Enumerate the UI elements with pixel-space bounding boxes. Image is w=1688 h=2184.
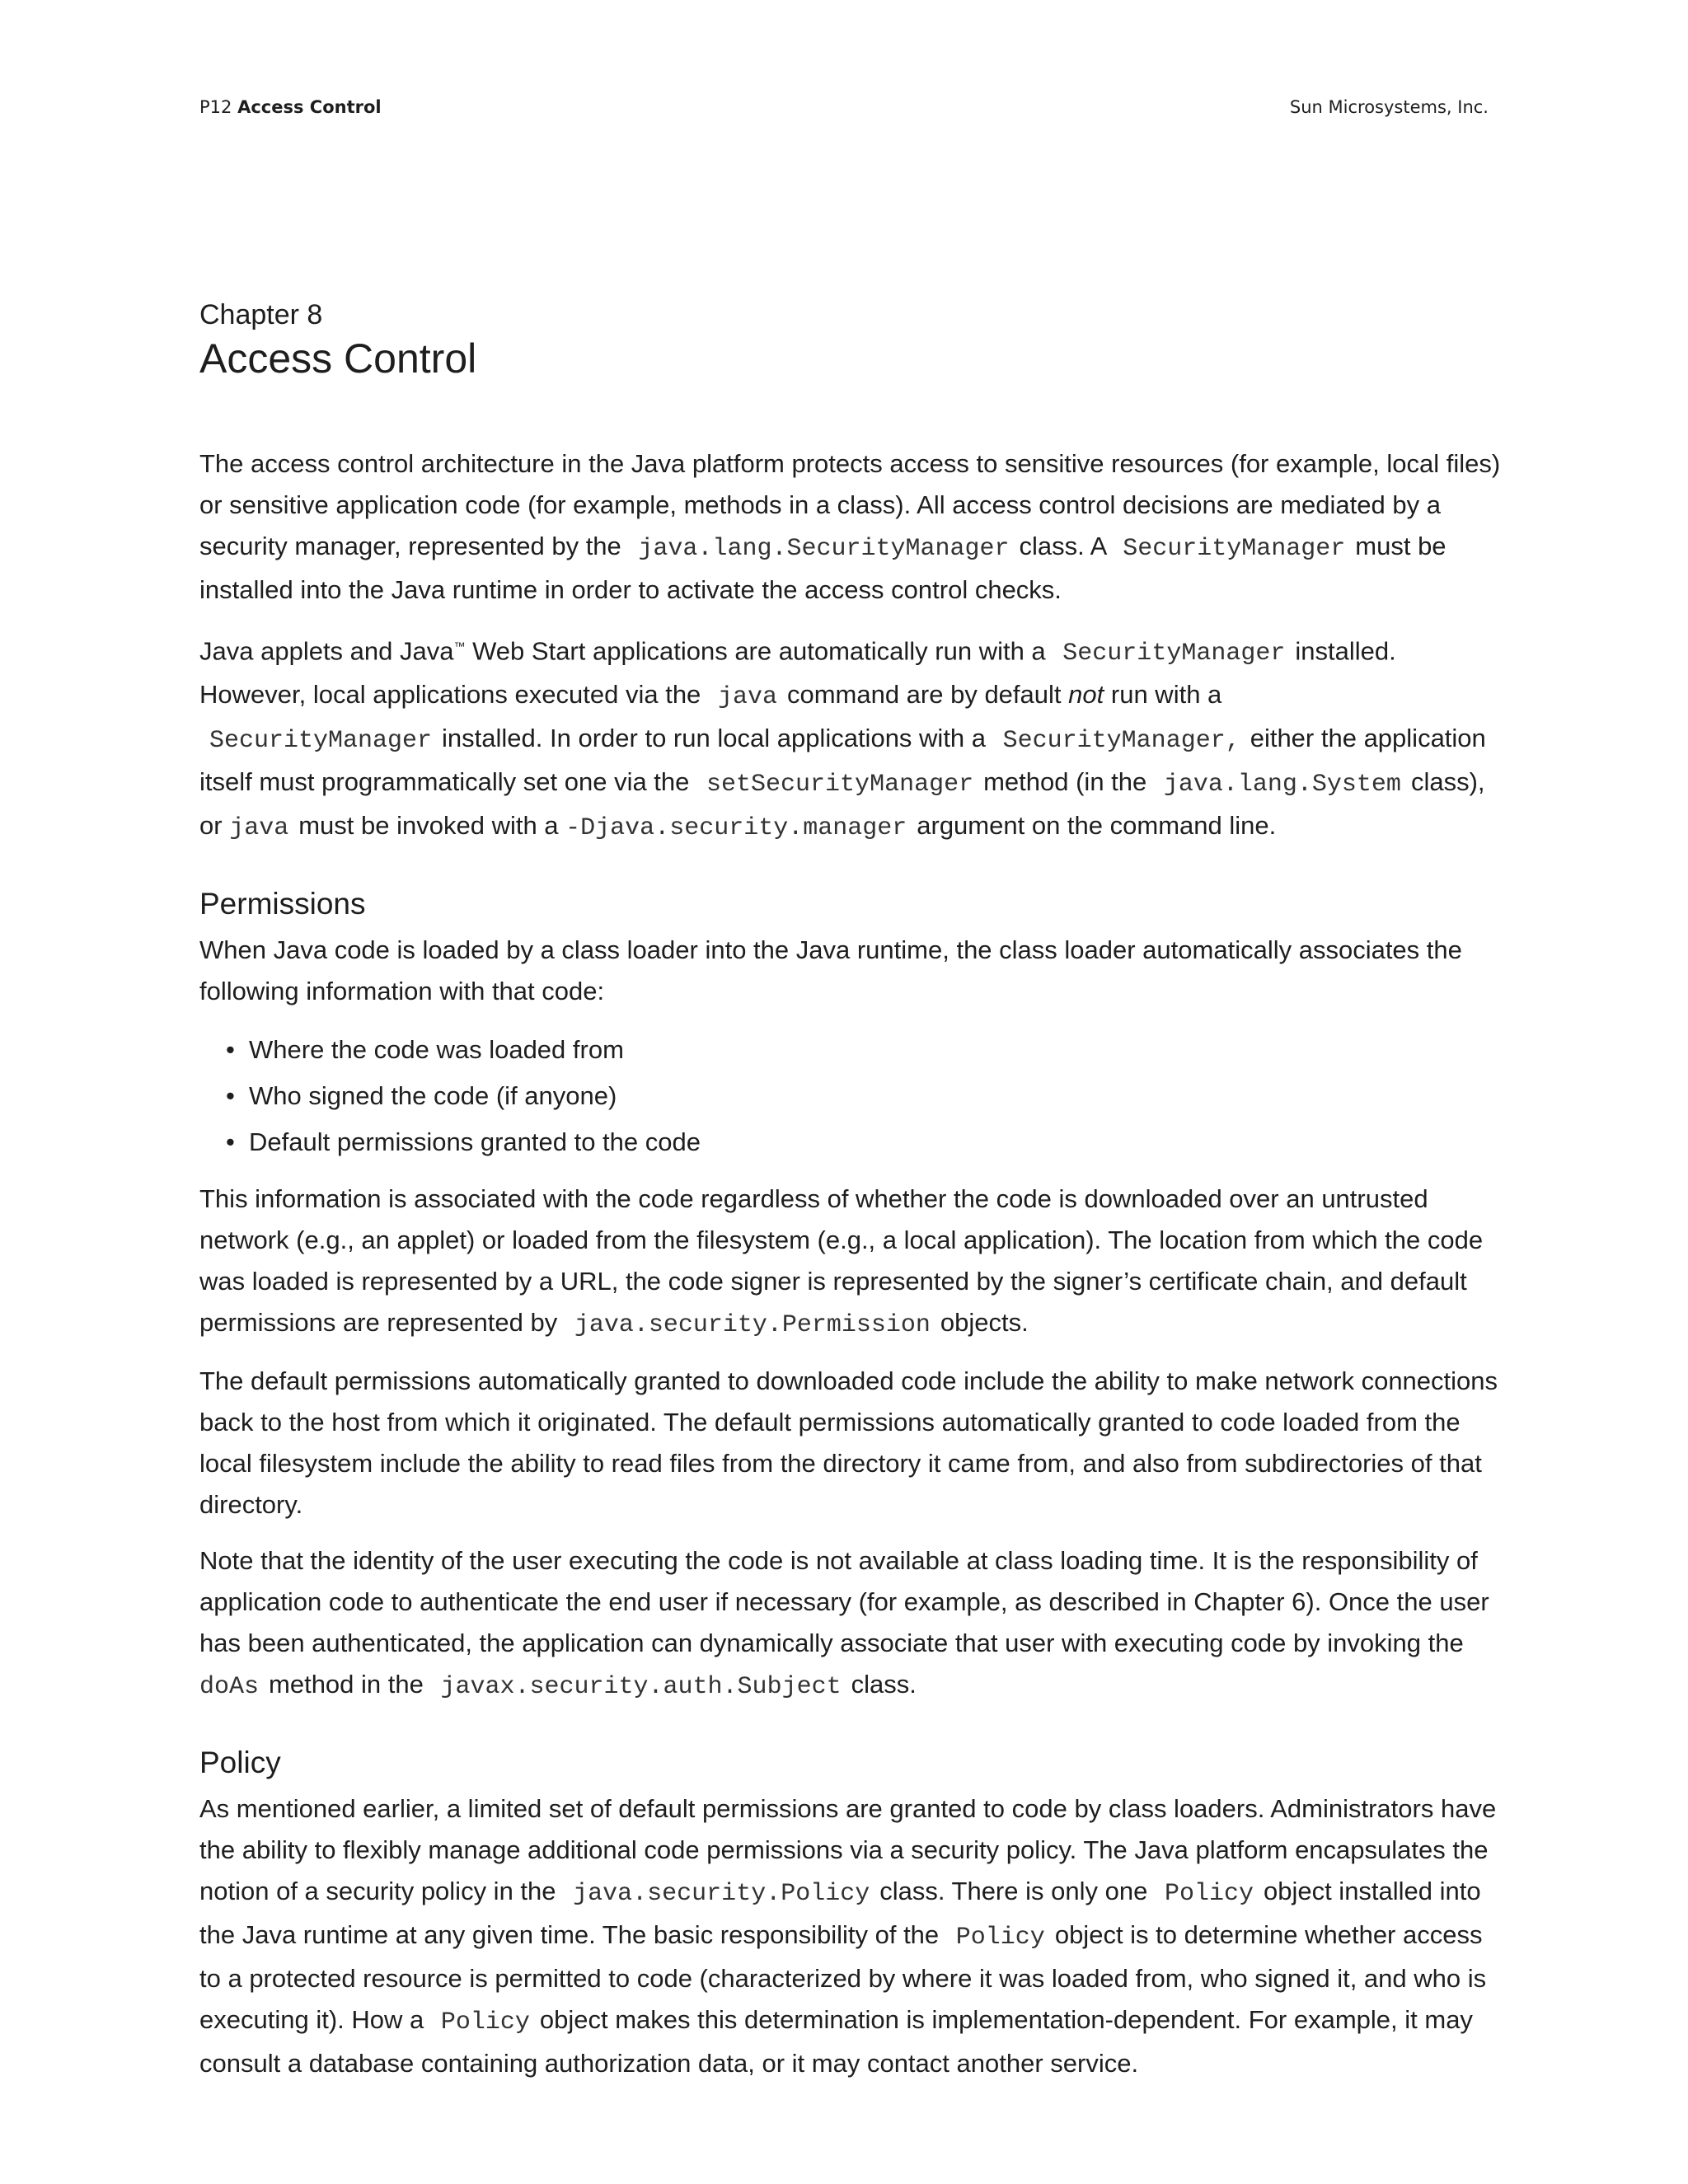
inline-code: java	[229, 814, 289, 843]
permissions-paragraph-3: The default permissions automatically granted to downloaded code include the ability to make network connections back to the host from which it originated. The default permissions automatically granted to code loaded from the local filesystem include the ability to read files from the directory it came from, and also from subdirectories of that directory.	[199, 1366, 1498, 1520]
inline-code: SecurityManager	[1062, 640, 1286, 668]
inline-code: Policy	[1164, 1880, 1254, 1909]
inline-code: java.lang.System	[1163, 771, 1401, 799]
publisher-name: Sun Microsystems, Inc.	[1289, 97, 1489, 117]
running-section-title: Access Control	[237, 97, 382, 117]
inline-code: doAs	[199, 1673, 260, 1702]
inline-code: java.security.Policy	[573, 1880, 870, 1909]
list-item: • Who signed the code (if anyone)	[199, 1073, 1502, 1119]
inline-code: java.security.Permission	[574, 1311, 931, 1340]
inline-code: -Djava.security.manager	[565, 814, 907, 843]
permissions-paragraph-1: When Java code is loaded by a class loader into the Java runtime, the class loader automatically associates the following information with that code:	[199, 935, 1462, 1006]
trademark-symbol: ™	[453, 640, 466, 653]
page-body	[199, 297, 1502, 2099]
intro-paragraph-1: The access control architecture in the Java platform protects access to sensitive resources (for example, local files) or sensitive application code (for example, methods in a class). All access control decisions are mediated by a security manager, represented by the java.lang.SecurityManager class. A SecurityManager must be installed into the Java runtime in order to activate the access control checks.	[199, 449, 1501, 604]
inline-code: SecurityManager	[1123, 535, 1346, 563]
running-head	[199, 97, 382, 117]
chapter-label: Chapter 8	[199, 299, 323, 330]
section-heading-policy: Policy	[199, 1746, 281, 1780]
policy-paragraph-1: As mentioned earlier, a limited set of default permissions are granted to code by class loaders. Administrators have the ability to flexibly manage additional code permissions via a security policy. The Java platform encapsulates the notion of a security policy in the java.security.Policy class. There is only one Policy object installed into the Java runtime at any given time. The basic responsibility of the Policy object is to determine whether access to a protected resource is permitted to code (characterized by where it was loaded from, who signed it, and who is executing it). How a Policy object makes this determination is implementation-dependent. For example, it may consult a database containing authorization data, or it may contact another service.	[199, 1794, 1497, 2079]
inline-code: Policy	[955, 1924, 1045, 1952]
page-number: P12	[199, 97, 232, 117]
page-header	[199, 97, 1489, 124]
permissions-bullet-list	[199, 1027, 1502, 1165]
list-item: • Default permissions granted to the code	[199, 1119, 1502, 1165]
list-item: • Where the code was loaded from	[199, 1027, 1502, 1073]
emphasis: not	[1068, 680, 1104, 710]
inline-code: setSecurityManager	[706, 771, 974, 799]
permissions-paragraph-2: This information is associated with the code regardless of whether the code is downloaded over an untrusted network (e.g., an applet) or loaded from the filesystem (e.g., a local application). The location from which the code was loaded is represented by a URL, the code signer is represented by the signer’s certificate chain, and default permissions are represented by java.security.Permission objects.	[199, 1184, 1484, 1340]
permissions-paragraph-4: Note that the identity of the user executing the code is not available at class loading time. It is the responsibility of application code to authenticate the end user if necessary (for example, as described in Chapter 6). Once the user has been authenticated, the application can dynamically associate that user with executing code by invoking the doAs method in the javax.security.auth.Subject class.	[199, 1546, 1489, 1702]
inline-code: Policy	[440, 2008, 530, 2037]
inline-code: SecurityManager	[209, 727, 433, 756]
inline-code: javax.security.auth.Subject	[440, 1673, 842, 1702]
intro-paragraph-2: Java applets and Java™ Web Start applications are automatically run with a SecurityManager installed. However, local applications executed via the java command are by default not run with a SecurityManager installed. In order to run local applications with a SecurityManager, either the application itself must programmatically set one via the setSecurityManager method (in the java.lang.System class), or java must be invoked with a -Djava.security.manager argument on the command line.	[199, 636, 1486, 843]
inline-code: java.lang.SecurityManager	[638, 535, 1010, 563]
chapter-title: Access Control	[199, 335, 477, 382]
inline-code: java	[717, 683, 777, 712]
section-heading-permissions: Permissions	[199, 887, 366, 921]
inline-code: SecurityManager,	[1002, 727, 1240, 756]
